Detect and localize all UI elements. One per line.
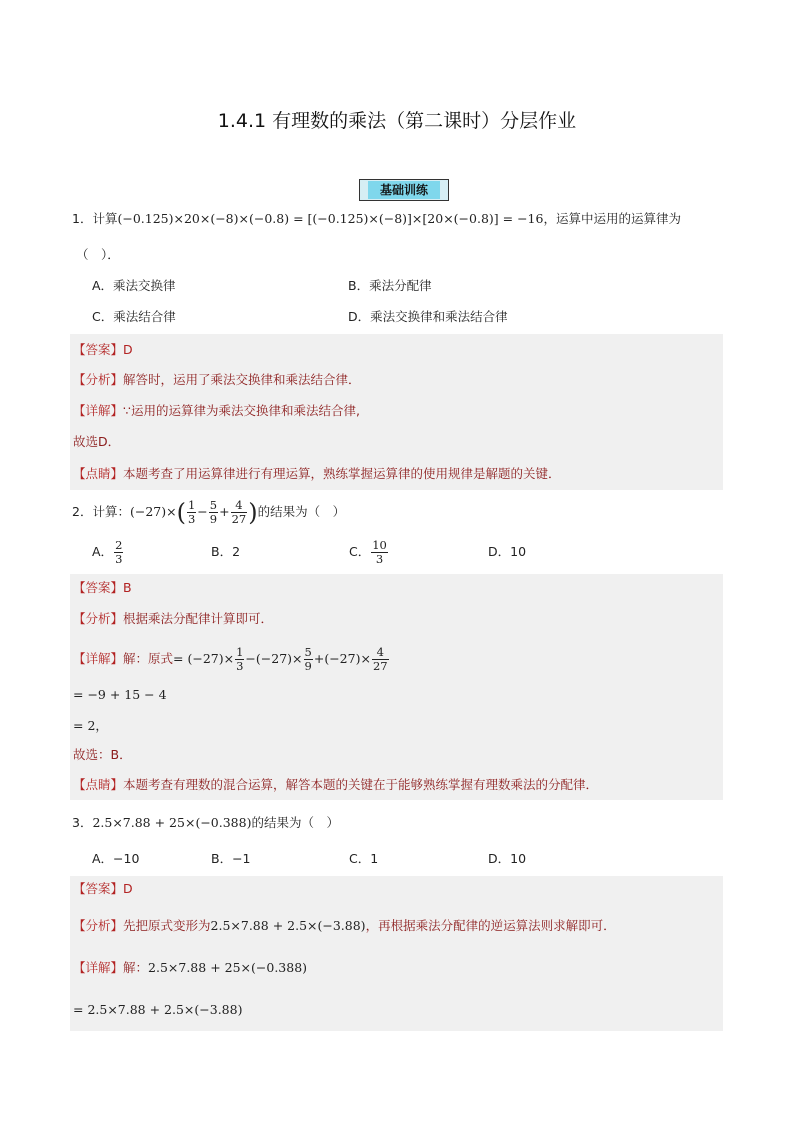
q1-expression: (−0.125)×20×(−8)×(−0.8) = [(−0.125)×(−8)]×[20×(−0.8)] = −16 <box>117 211 544 226</box>
q1-prefix: 计算 <box>92 211 118 226</box>
q1-answer-value: D <box>123 342 133 357</box>
q1-detail-tag: 【详解】 <box>73 403 124 418</box>
q1-suffix: ，运算中运用的运算律为 <box>543 211 681 226</box>
q1-comment-text: 本题考查了用运算律进行有理运算，熟练掌握运算律的使用规律是解题的关键． <box>123 466 561 481</box>
q1-option-d[interactable]: D．乘法交换律和乘法结合律 <box>348 309 508 324</box>
q3-option-b[interactable]: B．−1 <box>211 851 251 866</box>
q2-suffix: 的结果为（ ） <box>257 504 346 519</box>
q1-detail <box>73 402 360 420</box>
page-title: 1.4.1 有理数的乘法（第二课时）分层作业 <box>217 110 577 132</box>
q3-answer-value: D <box>123 881 133 896</box>
q3-option-d[interactable]: D．10 <box>488 851 527 866</box>
q3-option-c[interactable]: C．1 <box>349 851 379 866</box>
q1-bracket: （ ）． <box>76 247 120 262</box>
q2-analysis: 【分析】根据乘法分配律计算即可． <box>73 611 274 626</box>
q2-expr-a: (−27)× <box>129 504 177 519</box>
q1-option-a[interactable]: A．乘法交换律 <box>92 278 176 293</box>
q1-detail-text: ∵运用的运算律为乘法交换律和乘法结合律, <box>123 403 360 418</box>
q2-option-c[interactable]: C． $\frac{10}{3}$ <box>349 538 387 566</box>
section-label: 基础训练 <box>368 181 440 199</box>
q3-answer: 【答案】D <box>73 881 133 896</box>
q2-step-2: = 2， <box>73 718 108 733</box>
q1-analysis <box>73 371 361 389</box>
q3-option-a[interactable]: A．−10 <box>92 851 140 866</box>
q3-expression: 2.5×7.88 + 25×(−0.388) <box>92 815 252 830</box>
q1-option-b[interactable]: B．乘法分配律 <box>348 278 432 293</box>
q2-detail: 【详解】解：原式= (−27)× $\frac{1}{3}$ −(−27)× $\frac{5}{9}$ +(−27)× $\frac{4}{27}$ <box>73 645 388 673</box>
q2-solution-panel <box>70 574 723 800</box>
q1-comment-tag: 【点睛】 <box>73 466 124 481</box>
q2-frac-1: $\frac{1}{3}$ <box>187 498 196 526</box>
q2-right-paren: ) <box>248 498 258 527</box>
q2-left-paren: ( <box>176 498 186 527</box>
q2-option-a[interactable]: A． $\frac{2}{3}$ <box>92 538 123 566</box>
q2-option-d[interactable]: D．10 <box>488 544 527 559</box>
q1-choose: 故选D． <box>73 434 121 449</box>
q2-step-1: = −9 + 15 − 4 <box>73 687 167 702</box>
q2-prefix: 计算： <box>92 504 130 519</box>
q1-comment <box>73 465 561 483</box>
q1-answer-tag: 【答案】 <box>73 342 124 357</box>
q2-number: 2． <box>72 504 93 519</box>
q1-analysis-text: 解答时，运用了乘法交换律和乘法结合律． <box>123 372 361 387</box>
q3-detail: 【详解】解：2.5×7.88 + 25×(−0.388) <box>73 960 308 975</box>
q3-step-1: = 2.5×7.88 + 2.5×(−3.88) <box>73 1002 243 1017</box>
q2-answer: 【答案】B <box>73 580 132 595</box>
q2-answer-value: B <box>123 580 132 595</box>
q1-answer <box>73 341 133 359</box>
q2-frac-3: $\frac{4}{27}$ <box>231 498 247 526</box>
q2-frac-2: $\frac{5}{9}$ <box>209 498 218 526</box>
q2-choose: 故选：B． <box>73 747 132 762</box>
q3-analysis: 【分析】先把原式变形为2.5×7.88 + 2.5×(−3.88)，再根据乘法分配律的逆运算法则求解即可． <box>73 918 616 933</box>
q2-comment: 【点睛】本题考查有理数的混合运算，解答本题的关键在于能够熟练掌握有理数乘法的分配律． <box>73 777 599 792</box>
q1-number: 1． <box>72 211 93 226</box>
question-3: 3．2.5×7.88 + 25×(−0.388)的结果为（ ） <box>72 815 339 830</box>
q1-analysis-tag: 【分析】 <box>73 372 124 387</box>
question-1 <box>72 210 681 228</box>
question-2: 2．计算：(−27)×( $\frac{1}{3}$ − $\frac{5}{9}$ + $\frac{4}{27}$ )的结果为（ ） <box>72 498 346 527</box>
q2-option-b[interactable]: B．2 <box>211 544 241 559</box>
q1-option-c[interactable]: C．乘法结合律 <box>92 309 176 324</box>
section-badge <box>359 179 449 201</box>
